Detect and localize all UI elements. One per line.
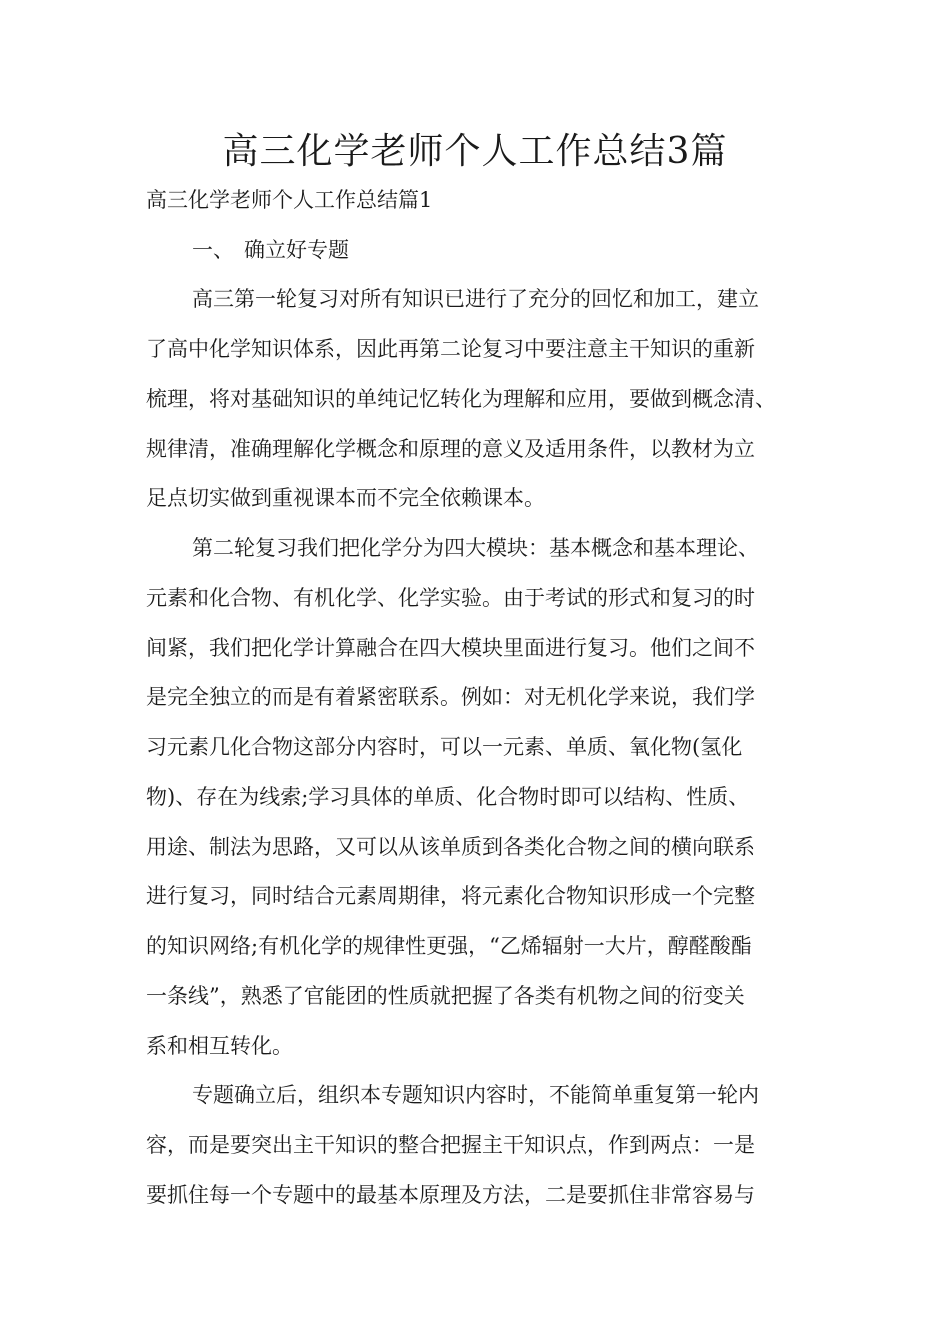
section-number: 一、	[192, 238, 234, 262]
paragraph-line: 进行复习，同时结合元素周期律，将元素化合物知识形成一个完整	[146, 884, 755, 908]
section-heading-text: 确立好专题	[244, 238, 349, 262]
paragraph-line: 物)、存在为线索;学习具体的单质、化合物时即可以结构、性质、	[146, 785, 750, 809]
paragraph-line: 高三第一轮复习对所有知识已进行了充分的回忆和加工，建立	[192, 287, 759, 311]
paragraph-line: 规律清，准确理解化学概念和原理的意义及适用条件，以教材为立	[146, 437, 755, 461]
paragraph-line: 系和相互转化。	[146, 1034, 293, 1058]
paragraph-line: 容，而是要突出主干知识的整合把握主干知识点，作到两点：一是	[146, 1133, 755, 1157]
paragraph-line: 用途、制法为思路，又可以从该单质到各类化合物之间的横向联系	[146, 835, 755, 859]
paragraph-line: 第二轮复习我们把化学分为四大模块：基本概念和基本理论、	[192, 536, 759, 560]
document-title: 高三化学老师个人工作总结3篇	[222, 131, 728, 172]
paragraph-line: 是完全独立的而是有着紧密联系。例如：对无机化学来说，我们学	[146, 685, 755, 709]
paragraph-line: 间紧，我们把化学计算融合在四大模块里面进行复习。他们之间不	[146, 636, 755, 660]
document-subtitle: 高三化学老师个人工作总结篇1	[146, 188, 433, 212]
section-heading	[192, 236, 349, 264]
paragraph-line: 梳理，将对基础知识的单纯记忆转化为理解和应用，要做到概念清、	[146, 387, 776, 411]
paragraph-line: 一条线”，熟悉了官能团的性质就把握了各类有机物之间的衍变关	[146, 984, 745, 1008]
paragraph-line: 习元素几化合物这部分内容时，可以一元素、单质、氧化物(氢化	[146, 735, 743, 759]
paragraph-line: 了高中化学知识体系，因此再第二论复习中要注意主干知识的重新	[146, 337, 755, 361]
paragraph-line: 专题确立后，组织本专题知识内容时，不能简单重复第一轮内	[192, 1083, 759, 1107]
paragraph-line: 的知识网络;有机化学的规律性更强，“乙烯辐射一大片，醇醛酸酯	[146, 934, 752, 958]
paragraph-line: 元素和化合物、有机化学、化学实验。由于考试的形式和复习的时	[146, 586, 755, 610]
paragraph-line: 足点切实做到重视课本而不完全依赖课本。	[146, 486, 545, 510]
paragraph-line: 要抓住每一个专题中的最基本原理及方法，二是要抓住非常容易与	[146, 1183, 755, 1207]
